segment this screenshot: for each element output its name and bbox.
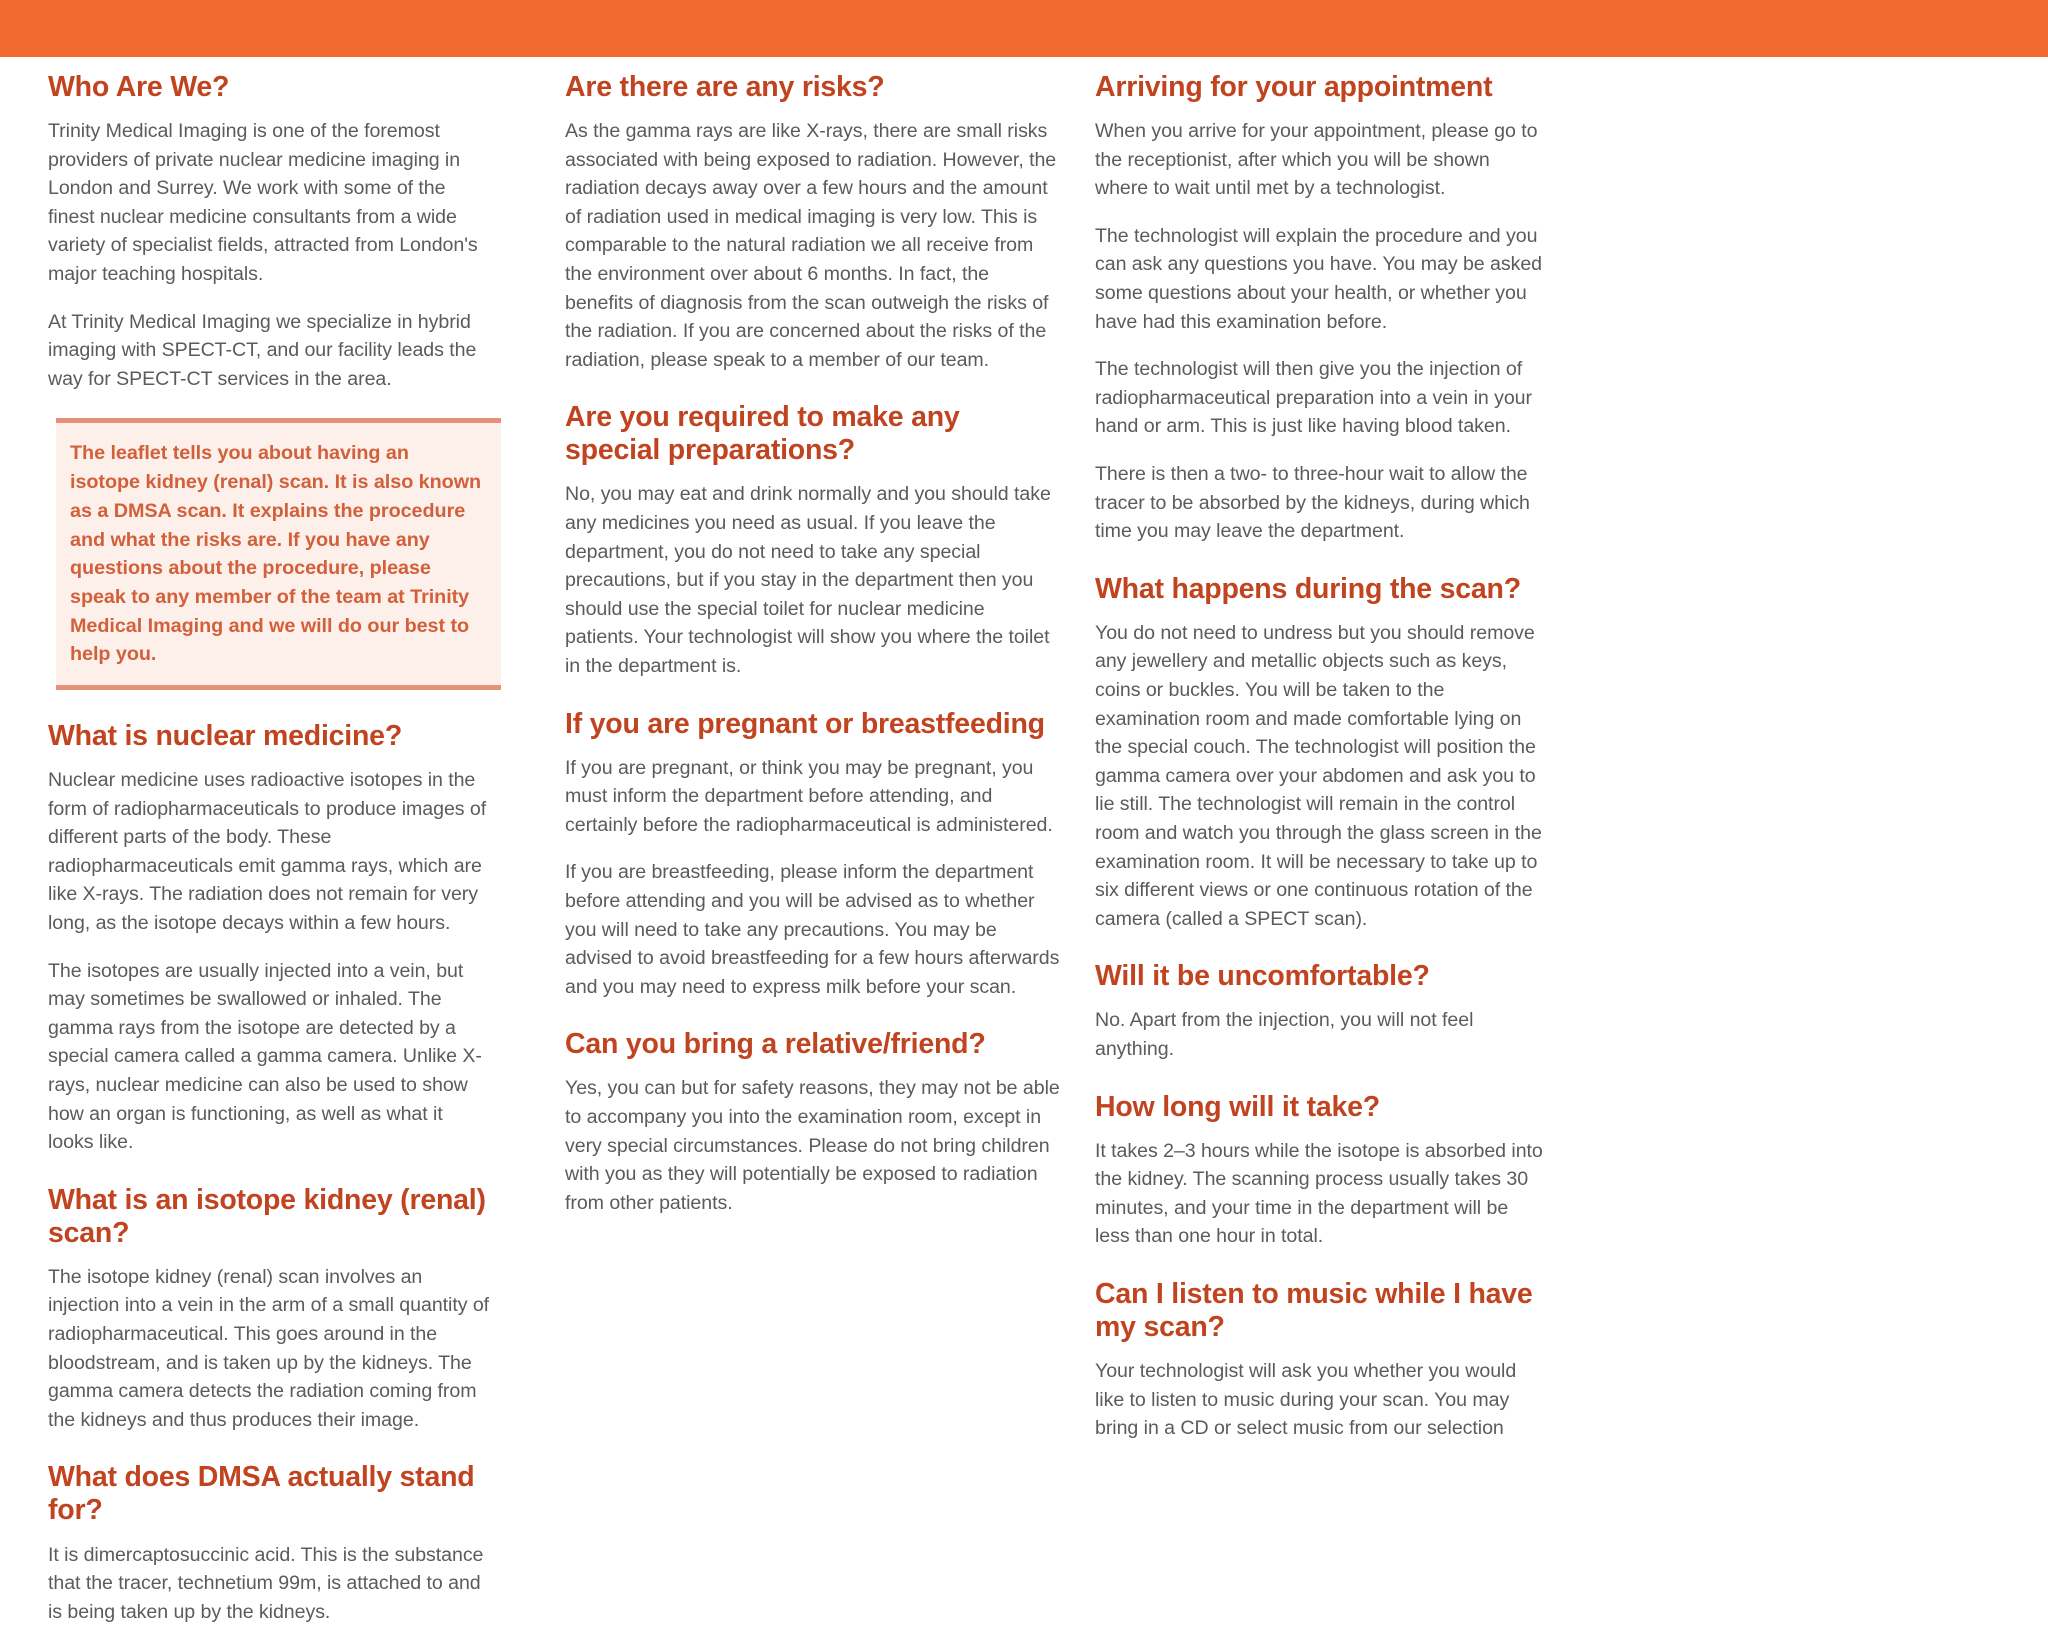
paragraph-nuclear-medicine-2: The isotopes are usually injected into a vein, but may sometimes be swallowed or inhaled. The gamma rays from the isotope are detected by a special camera called a gamma camera. Unlike X-rays, nuclear medicine can also be used to show how an organ is functioning, as well as what it looks like. bbox=[48, 959, 482, 1154]
heading-listen-to-music: Can I listen to music while I have my scan? bbox=[1095, 1278, 1533, 1344]
heading-what-happens-during-scan: What happens during the scan? bbox=[1095, 572, 1521, 605]
heading-how-long-will-it-take: How long will it take? bbox=[1095, 1090, 1380, 1123]
left-column bbox=[0, 57, 555, 1626]
paragraph-who-are-we-2: At Trinity Medical Imaging we specialize in hybrid imaging with SPECT-CT, and our facility leads the way for SPECT-CT services in the area. bbox=[48, 310, 477, 390]
heading-bring-relative-friend: Can you bring a relative/friend? bbox=[565, 1028, 986, 1061]
right-column bbox=[1080, 57, 2048, 1443]
leaflet-summary-callout bbox=[56, 418, 501, 690]
heading-any-risks: Are there are any risks? bbox=[565, 71, 885, 103]
paragraph-uncomfortable-1: No. Apart from the injection, you will not feel anything. bbox=[1095, 1009, 1474, 1060]
heading-pregnant-or-breastfeeding: If you are pregnant or breastfeeding bbox=[565, 707, 1045, 740]
heading-who-are-we: Who Are We? bbox=[48, 71, 230, 103]
paragraph-who-are-we-1: Trinity Medical Imaging is one of the foremost providers of private nuclear medicine imaging in London and Surrey. We work with some of the finest nuclear medicine consultants from a wide variety of specialist fields, attracted from London's major teaching hospitals. bbox=[48, 120, 478, 286]
paragraph-arriving-3: The technologist will then give you the injection of radiopharmaceutical preparation into a vein in your hand or arm. This is just like having blood taken. bbox=[1095, 358, 1532, 438]
paragraph-risks-1: As the gamma rays are like X-rays, there are small risks associated with being exposed to radiation. However, the radiation decays away over a few hours and the amount of radiation used in medical imaging is very low. This is comparable to the natural radiation we all receive from the environment over about 6 months. In fact, the benefits of diagnosis from the scan outweigh the risks of the radiation. If you are concerned about the risks of the radiation, please speak to a member of our team. bbox=[565, 120, 1057, 371]
heading-arriving-for-appointment: Arriving for your appointment bbox=[1095, 71, 1493, 103]
callout-text: The leaflet tells you about having an isotope kidney (renal) scan. It is also known as a DMSA scan. It explains the procedure and what the risks are. If you have any questions about the procedure, please speak to any member of the team at Trinity Medical Imaging and we will do our best to help you. bbox=[70, 442, 482, 666]
leaflet-columns bbox=[0, 57, 2048, 1623]
paragraph-arriving-2: The technologist will explain the procedure and you can ask any questions you have. You may be asked some questions about your health, or whether you have had this examination before. bbox=[1095, 224, 1542, 333]
paragraph-dmsa-1: It is dimercaptosuccinic acid. This is the substance that the tracer, technetium 99m, is attached to and is being taken up by the kidneys. bbox=[48, 1543, 484, 1623]
paragraph-how-long-1: It takes 2–3 hours while the isotope is absorbed into the kidney. The scanning process usually takes 30 minutes, and your time in the department will be less than one hour in total. bbox=[1095, 1139, 1543, 1248]
paragraph-isotope-kidney-scan-1: The isotope kidney (renal) scan involves an injection into a vein in the arm of a small quantity of radiopharmaceutical. This goes around in the bloodstream, and is taken up by the kidneys. The gamma camera detects the radiation coming from the kidneys and thus produces their image. bbox=[48, 1265, 490, 1431]
heading-special-preparations: Are you required to make any special preparations? bbox=[565, 401, 960, 467]
paragraph-nuclear-medicine-1: Nuclear medicine uses radioactive isotopes in the form of radiopharmaceuticals to produce images of different parts of the body. These radiopharmaceuticals emit gamma rays, which are like X-rays. The radiation does not remain for very long, as the isotope decays within a few hours. bbox=[48, 769, 487, 935]
paragraph-arriving-4: There is then a two- to three-hour wait to allow the tracer to be absorbed by the kidneys, during which time you may leave the department. bbox=[1095, 462, 1530, 543]
paragraph-pregnant-1: If you are pregnant, or think you may be pregnant, you must inform the department before attending, and certainly before the radiopharmaceutical is administered. bbox=[565, 756, 1053, 836]
paragraph-arriving-1: When you arrive for your appointment, please go to the receptionist, after which you will be shown where to wait until met by a technologist. bbox=[1095, 120, 1538, 200]
paragraph-pregnant-2: If you are breastfeeding, please inform the department before attending and you will be advised as to whether you will need to take any precautions. You may be advised to avoid breastfeeding for a few hours afterwards and you may need to express milk before your scan. bbox=[565, 861, 1060, 998]
heading-dmsa-stand-for: What does DMSA actually stand for? bbox=[48, 1461, 475, 1527]
heading-isotope-kidney-scan: What is an isotope kidney (renal) scan? bbox=[48, 1183, 486, 1249]
top-orange-band bbox=[0, 0, 2048, 57]
middle-column bbox=[555, 57, 1080, 1217]
heading-will-it-be-uncomfortable: Will it be uncomfortable? bbox=[1095, 960, 1430, 993]
paragraph-relative-friend-1: Yes, you can but for safety reasons, they may not be able to accompany you into the examination room, except in very special circumstances. Please do not bring children with you as they will potentially be exposed to radiation from other patients. bbox=[565, 1077, 1060, 1214]
paragraph-preparations-1: No, you may eat and drink normally and you should take any medicines you need as usual. If you leave the department, you do not need to take any special precautions, but if you stay in the department then you should use the special toilet for nuclear medicine patients. Your technologist will show you where the toilet in the department is. bbox=[565, 483, 1051, 678]
paragraph-during-scan-1: You do not need to undress but you should remove any jewellery and metallic objects such as keys, coins or buckles. You will be taken to the examination room and made comfortable lying on the special couch. The technologist will position the gamma camera over your abdomen and ask you to lie still. The technologist will remain in the control room and watch you through the glass screen in the examination room. It will be necessary to take up to six different views or one continuous rotation of the camera (called a SPECT scan). bbox=[1095, 621, 1542, 930]
heading-what-is-nuclear-medicine: What is nuclear medicine? bbox=[48, 720, 403, 753]
paragraph-music-1: Your technologist will ask you whether you would like to listen to music during your scan. You may bring in a CD or select music from our selection bbox=[1095, 1360, 1517, 1440]
